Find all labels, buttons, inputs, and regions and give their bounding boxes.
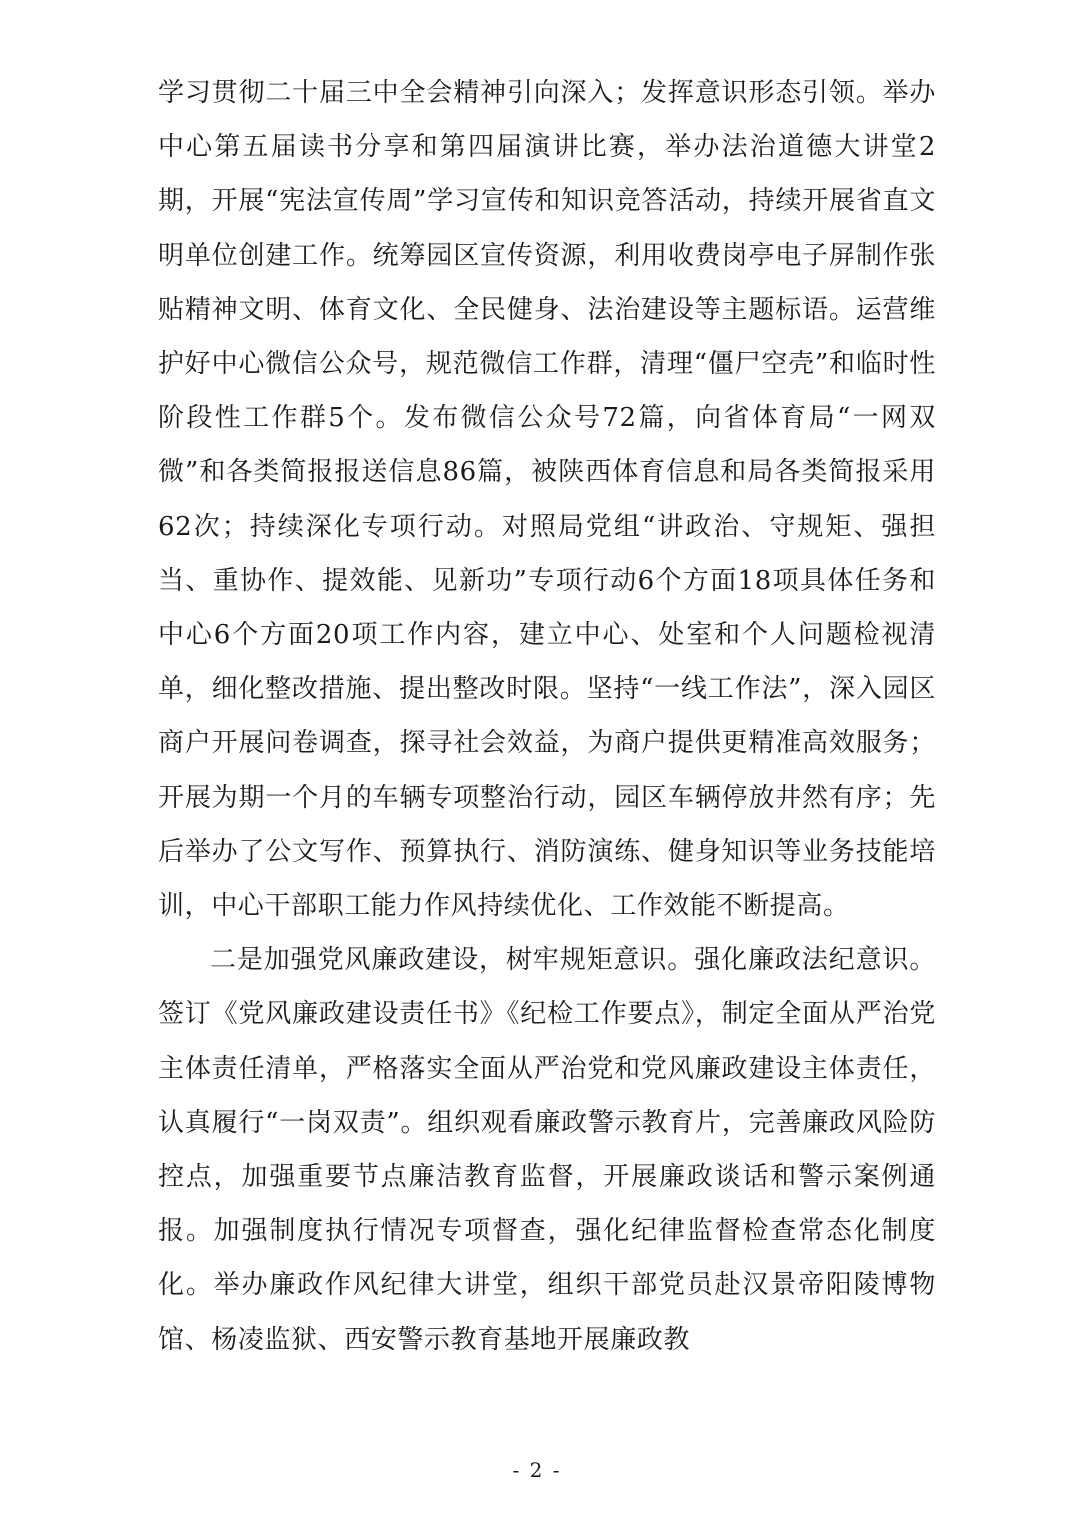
paragraph-1: 学习贯彻二十届三中全会精神引向深入；发挥意识形态引领。举办中心第五届读书分享和第四届演讲比赛，举办法治道德大讲堂2期，开展“宪法宣传周”学习宣传和知识竞答活动，持续开展省直文明单位创建工作。统筹园区宣传资源，利用收费岗亭电子屏制作张贴精神文明、体育文化、全民健身、法治建设等主题标语。运营维护好中心微信公众号，规范微信工作群，清理“僵尸空壳”和临时性阶段性工作群5个。发布微信公众号72篇，向省体育局“一网双微”和各类简报报送信息86篇，被陕西体育信息和局各类简报采用62次；持续深化专项行动。对照局党组“讲政治、守规矩、强担当、重协作、提效能、见新功”专项行动6个方面18项具体任务和中心6个方面20项工作内容，建立中心、处室和个人问题检视清单，细化整改措施、提出整改时限。坚持“一线工作法”，深入园区商户开展问卷调查，探寻社会效益，为商户提供更精准高效服务；开展为期一个月的车辆专项整治行动，园区车辆停放井然有序；先后举办了公文写作、预算执行、消防演练、健身知识等业务技能培训，中心干部职工能力作风持续优化、工作效能不断提高。 [158,78,936,922]
body-text [158,66,936,1367]
paragraph-2: 二是加强党风廉政建设，树牢规矩意识。强化廉政法纪意识。签订《党风廉政建设责任书》《纪检工作要点》，制定全面从严治党主体责任清单，严格落实全面从严治党和党风廉政建设主体责任，认真履行“一岗双责”。组织观看廉政警示教育片，完善廉政风险防控点，加强重要节点廉洁教育监督，开展廉政谈话和警示案例通报。加强制度执行情况专项督查，强化纪律监督检查常态化制度化。举办廉政作风纪律大讲堂，组织干部党员赴汉景帝阳陵博物馆、杨凌监狱、西安警示教育基地开展廉政教 [158,945,936,1355]
page-number: - 2 - [512,1458,562,1482]
